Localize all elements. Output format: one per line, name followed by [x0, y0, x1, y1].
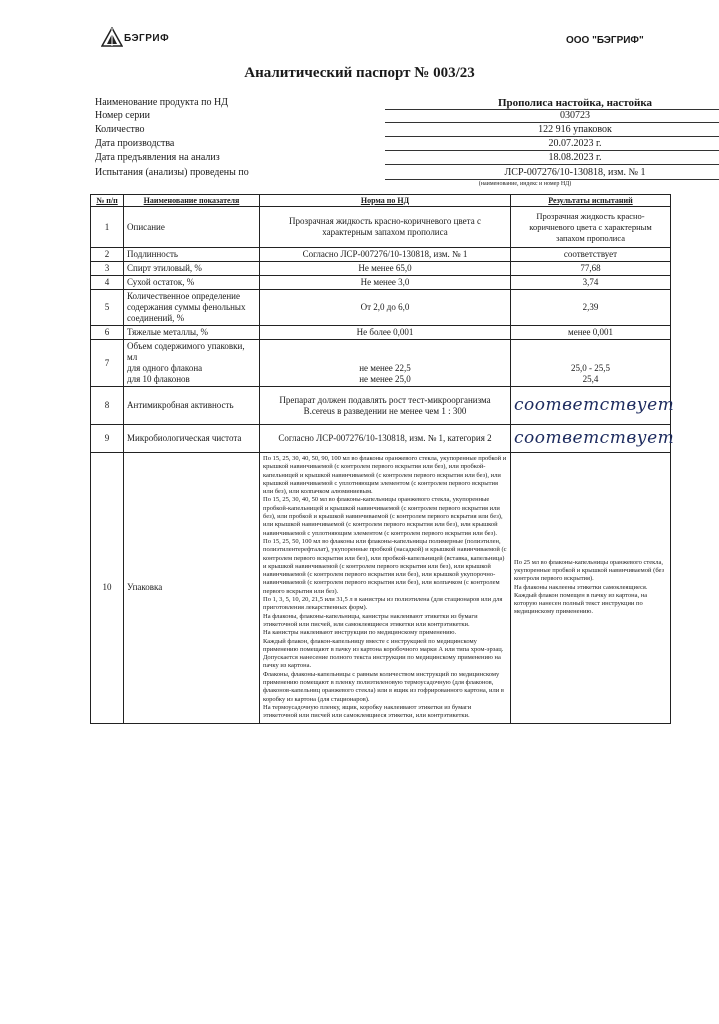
row-name: Количественное определение содержания суммы фенольных соединений, % [124, 290, 260, 326]
row-result: менее 0,001 [511, 326, 671, 340]
row-number: 3 [91, 262, 124, 276]
table-row [91, 453, 671, 724]
row-norm: Не более 0,001 [260, 326, 511, 340]
row-result: 3,74 [511, 276, 671, 290]
field-value: 20.07.2023 г. [385, 138, 719, 151]
row-norm: Согласно ЛСР-007276/10-130818, изм. № 1, категория 2 [260, 425, 511, 453]
packaging-result-paragraph: На флаконы наклеены этикетки самоклеящиеся. [514, 583, 648, 591]
row-norm: Не менее 3,0 [260, 276, 511, 290]
row-result: 2,39 [511, 290, 671, 326]
row-name: Описание [124, 207, 260, 248]
table-row [91, 425, 671, 453]
row-result-packaging [511, 453, 671, 724]
packaging-paragraph: На флаконы, флаконы-капельницы, канистры наклеивают этикетки из бумаги этикеточной или писчей, или самоклеящиеся этикетки или контрэтикетки. [263, 612, 478, 628]
row-number: 10 [91, 453, 124, 724]
row-result [511, 340, 671, 387]
analysis-table [90, 194, 675, 724]
field-label: Дата предъявления на анализ [95, 152, 220, 163]
row-result-handwritten: соответствует [511, 387, 671, 425]
packaging-paragraph: На термоусадочную пленку, ящик, коробку наклеивают этикетки из бумаги этикеточной или писчей или самоклеящиеся этикетки, или контрэтикетки. [263, 703, 472, 720]
field-value: ЛСР-007276/10-130818, изм. № 1 [385, 167, 719, 180]
row-name: Тяжелые металлы, % [124, 326, 260, 340]
table-row [91, 340, 671, 387]
row-name-line: для одного флакона [127, 363, 203, 373]
company-logo-icon [101, 27, 123, 47]
field-label: Количество [95, 124, 145, 135]
packaging-paragraph: Каждый флакон, флакон-капельницу вместе с инструкцией по медицинскому применению помещают в пачку из картона коробочного марки А или типа хром-эрзац. [263, 637, 504, 653]
row-name: Микробиологическая чистота [124, 425, 260, 453]
field-value: 030723 [385, 110, 719, 123]
row-name-line: Объем содержимого упаковки, мл [127, 341, 245, 362]
field-value: 18.08.2023 г. [385, 152, 719, 165]
row-name-line: для 10 флаконов [127, 374, 190, 384]
row-name [124, 340, 260, 387]
row-result-line: 25,0 - 25,5 [571, 363, 610, 373]
table-row [91, 276, 671, 290]
packaging-paragraph: По 1, 3, 5, 10, 20, 21,5 или 31,5 л в канистры из полиэтилена (для стационаров или для приготовления лекарственных форм). [263, 596, 503, 612]
row-norm: От 2,0 до 6,0 [260, 290, 511, 326]
field-value: Прополиса настойка, настойка [385, 97, 719, 110]
document-title: Аналитический паспорт № 003/23 [244, 65, 475, 81]
packaging-paragraph: По 15, 25, 30, 40, 50 мл во флаконы-капельницы оранжевого стекла, укупоренные пробкой-капельницей и крышкой навинчиваемой (с контролем первого вскрытия или без), или пробкой и крышкой навинчиваемой (с контролем первого вскрытия или без), или крышкой навинчиваемой (с контролем первого вскрытия или без), или крышкой навинчиваемой с уплотняющим элементом (с контролем первого вскрытия или без). [263, 496, 503, 537]
row-number: 6 [91, 326, 124, 340]
field-label: Дата производства [95, 138, 175, 149]
row-norm: Согласно ЛСР-007276/10-130818, изм. № 1 [260, 248, 511, 262]
row-norm: Препарат должен подавлять рост тест-микроорганизма B.cereus в разведении не менее чем 1 : 300 [260, 387, 511, 425]
packaging-result-paragraph: Каждый флакон помещен в пачку из картона, на которую нанесен полный текст инструкции по медицинскому применению. [514, 591, 648, 616]
row-number: 5 [91, 290, 124, 326]
field-value: 122 916 упаковок [385, 124, 719, 137]
packaging-paragraph: По 15, 25, 30, 40, 50, 90, 100 мл во флаконы оранжевого стекла, укупоренные пробкой и крышкой навинчиваемой (с контролем первого вскрытия или без), или пробкой-капельницей и крышкой навинчиваемой (с контролем первого вскрытия или без), или крышкой навинчиваемой с уплотняющим элементом (с контролем первого вскрытия или без), или колпачком алюминиевым. [263, 455, 507, 496]
row-number: 9 [91, 425, 124, 453]
company-name: ООО "БЭГРИФ" [566, 35, 644, 46]
row-name: Подлинность [124, 248, 260, 262]
packaging-paragraph: Допускается нанесение полного текста инструкции по медицинскому применению на пачку из картона. [263, 654, 501, 670]
table-header-row [91, 195, 671, 207]
field-label: Испытания (анализы) проведены по [95, 167, 249, 178]
column-header: № п/п [91, 195, 124, 207]
field-label: Наименование продукта по НД [95, 97, 229, 108]
row-name: Спирт этиловый, % [124, 262, 260, 276]
column-header: Результаты испытаний [511, 195, 671, 207]
row-result: соответствует [511, 248, 671, 262]
row-result: 77,68 [511, 262, 671, 276]
standard-hint: (наименование, индекс и номер НД) [478, 181, 572, 187]
table-row [91, 248, 671, 262]
row-number: 7 [91, 340, 124, 387]
company-logo-text: БЭГРИФ [124, 33, 170, 44]
row-result-line: 25,4 [582, 374, 599, 384]
row-name: Антимикробная активность [124, 387, 260, 425]
row-name: Упаковка [124, 453, 260, 724]
row-result-handwritten: соответствует [511, 425, 671, 453]
row-norm [260, 340, 511, 387]
packaging-paragraph: По 15, 25, 50, 100 мл во флаконы или флаконы-капельницы полимерные (полиэтилен, полиэтилентерефталат), укупоренные пробкой (насадкой) и крышкой навинчиваемой (с контролем первого вскрытия или без), или пробкой-капельницей (вставка, капельница) и крышкой навинчиваемой (с контролем первого вскрытия или без), или крышкой навинчиваемой (с контролем первого вскрытия или без), или крышкой укупорочно-навинчиваемой (с контролем первого вскрытия или без), или колпачком (с контролем первого вскрытия или без). [263, 537, 507, 595]
column-header: Норма по НД [260, 195, 511, 207]
row-number: 8 [91, 387, 124, 425]
row-norm-packaging [260, 453, 511, 724]
column-header: Наименование показателя [124, 195, 260, 207]
packaging-paragraph: Флаконы, флаконы-капельницы с равным количеством инструкций по медицинскому применению помещают в пленку полиэтиленовую термоусадочную (для флаконов, флаконов-капельниц оранжевого стекла) или в ящик из гофрированного картона, или в коробку из картона (для стационаров). [263, 670, 504, 703]
table-row [91, 207, 671, 248]
table-row [91, 290, 671, 326]
table-row [91, 262, 671, 276]
row-name: Сухой остаток, % [124, 276, 260, 290]
table-row [91, 387, 671, 425]
field-label: Номер серии [95, 110, 150, 121]
packaging-paragraph: На канистры наклеивают инструкции по медицинскому применению. [263, 629, 457, 637]
row-number: 2 [91, 248, 124, 262]
packaging-result-paragraph: По 25 мл во флаконы-капельницы оранжевого стекла, укупоренные пробкой и крышкой навинчиваемой (без контроля первого вскрытия). [514, 558, 665, 583]
row-number: 4 [91, 276, 124, 290]
row-norm: Не менее 65,0 [260, 262, 511, 276]
row-number: 1 [91, 207, 124, 248]
table-row [91, 326, 671, 340]
row-result: Прозрачная жидкость красно-коричневого цвета с характерным запахом прополиса [511, 207, 671, 248]
row-norm-line: не менее 25,0 [359, 374, 411, 384]
row-norm-line: не менее 22,5 [359, 363, 411, 373]
row-norm: Прозрачная жидкость красно-коричневого цвета с характерным запахом прополиса [260, 207, 511, 248]
